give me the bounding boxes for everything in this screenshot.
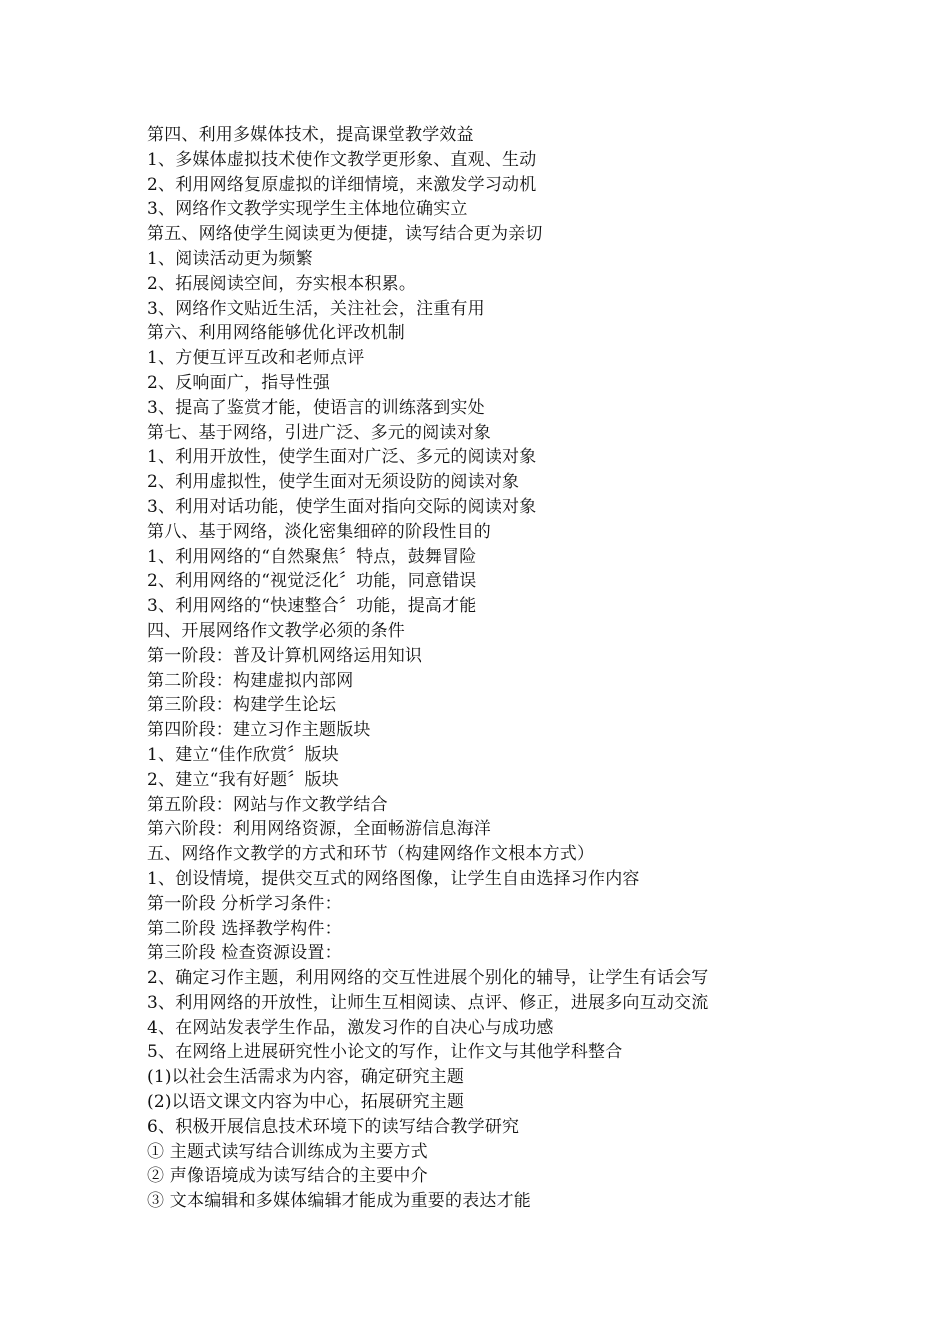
text-line: 1、方便互评互改和老师点评: [147, 348, 365, 369]
text-line: ② 声像语境成为读写结合的主要中介: [147, 1166, 428, 1187]
text-line: 第五阶段：网站与作文教学结合: [147, 794, 388, 815]
text-line: 1、建立“佳作欣赏〞版块: [147, 744, 339, 765]
text-line: 第三阶段 检查资源设置：: [147, 943, 342, 964]
text-line: 5、在网络上进展研究性小论文的写作，让作文与其他学科整合: [147, 1042, 623, 1063]
text-line: 第二阶段 选择教学构件：: [147, 918, 342, 939]
document-body: [147, 123, 847, 1214]
text-line: 2、拓展阅读空间，夯实根本积累。: [147, 273, 417, 294]
text-line: 四、开展网络作文教学必须的条件: [147, 620, 405, 641]
text-line: 2、反响面广，指导性强: [147, 372, 331, 393]
text-line: 6、积极开展信息技术环境下的读写结合教学研究: [147, 1116, 520, 1137]
text-line: 3、利用对话功能，使学生面对指向交际的阅读对象: [147, 496, 537, 517]
text-line: ① 主题式读写结合训练成为主要方式: [147, 1141, 428, 1162]
text-line: 1、多媒体虚拟技术使作文教学更形象、直观、生动: [147, 149, 537, 170]
text-line: 1、阅读活动更为频繁: [147, 248, 313, 269]
text-line: 第七、基于网络，引进广泛、多元的阅读对象: [147, 422, 491, 443]
text-line: 第八、基于网络，淡化密集细碎的阶段性目的: [147, 521, 491, 542]
text-line: ③ 文本编辑和多媒体编辑才能成为重要的表达才能: [147, 1191, 532, 1212]
text-line: 第一阶段 分析学习条件：: [147, 893, 342, 914]
text-line: 第五、网络使学生阅读更为便捷，读写结合更为亲切: [147, 224, 543, 245]
text-line: 3、网络作文教学实现学生主体地位确实立: [147, 199, 468, 220]
text-line: 1、创设情境，提供交互式的网络图像，让学生自由选择习作内容: [147, 868, 640, 889]
text-line: 第二阶段：构建虚拟内部网: [147, 670, 354, 691]
text-line: 1、利用网络的“自然聚焦〞特点，鼓舞冒险: [147, 546, 477, 567]
text-line: 3、提高了鉴赏才能，使语言的训练落到实处: [147, 397, 485, 418]
text-line: 2、利用网络复原虚拟的详细情境，来激发学习动机: [147, 174, 537, 195]
text-line: 第三阶段：构建学生论坛: [147, 695, 337, 716]
text-line: 第四、利用多媒体技术，提高课堂教学效益: [147, 125, 474, 145]
text-line: 3、利用网络的开放性，让师生互相阅读、点评、修正，进展多向互动交流: [147, 992, 709, 1013]
text-line: 1、利用开放性，使学生面对广泛、多元的阅读对象: [147, 447, 537, 468]
text-line: 2、确定习作主题，利用网络的交互性进展个别化的辅导，让学生有话会写: [147, 968, 709, 989]
text-line: 2、利用网络的“视觉泛化〞功能，同意错误: [147, 571, 477, 592]
text-line: 第六、利用网络能够优化评改机制: [147, 323, 405, 344]
text-line: 第一阶段：普及计算机网络运用知识: [147, 645, 423, 666]
text-line: 3、利用网络的“快速整合〞功能，提高才能: [147, 596, 477, 617]
text-line: (1)以社会生活需求为内容，确定研究主题: [147, 1067, 465, 1088]
text-line: 4、在网站发表学生作品，激发习作的自决心与成功感: [147, 1017, 554, 1038]
text-line: 五、网络作文教学的方式和环节（构建网络作文根本方式）: [147, 844, 595, 865]
text-line: 3、网络作文贴近生活，关注社会，注重有用: [147, 298, 485, 319]
text-line: 第六阶段：利用网络资源，全面畅游信息海洋: [147, 819, 491, 840]
text-line: 2、建立“我有好题〞版块: [147, 769, 339, 790]
text-line: (2)以语文课文内容为中心，拓展研究主题: [147, 1092, 465, 1113]
text-line: 第四阶段：建立习作主题版块: [147, 720, 371, 741]
text-line: 2、利用虚拟性，使学生面对无须设防的阅读对象: [147, 472, 520, 493]
